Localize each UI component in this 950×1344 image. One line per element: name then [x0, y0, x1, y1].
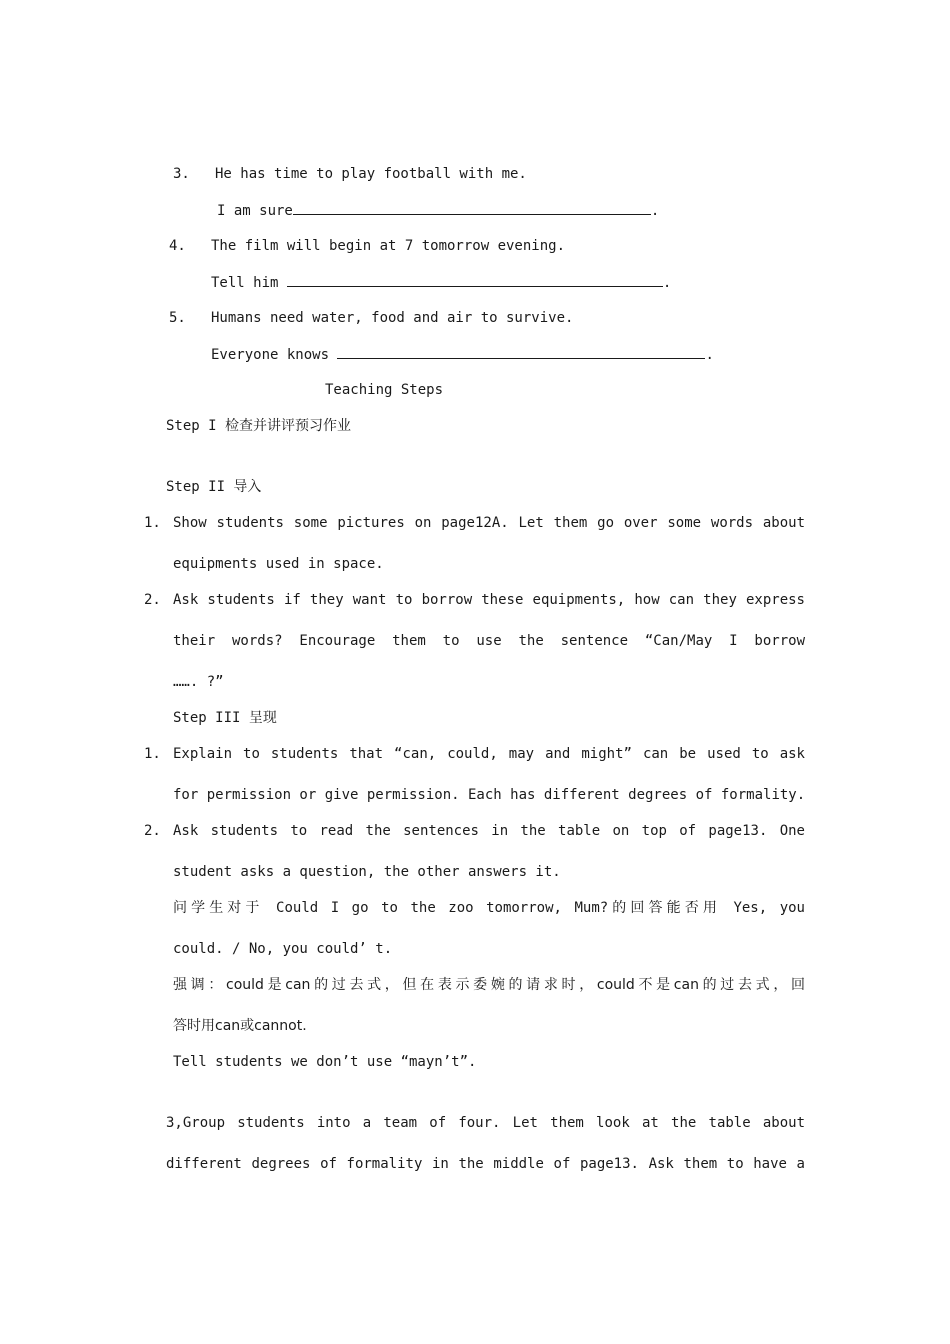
- group-activity-line-1: 3,Group students into a team of four. Let them look at the table about: [166, 1115, 805, 1131]
- step-3-item-2-line-2: student asks a question, the other answers it.: [173, 864, 561, 880]
- exercise-4-blank[interactable]: [287, 273, 663, 287]
- step-2-heading: Step II 导入: [166, 479, 262, 495]
- exercise-4-answer-line: [211, 273, 671, 292]
- emphasis-line-1: 强调：could是can的过去式，但在表示委婉的请求时，could不是can的过去式，回: [173, 977, 805, 993]
- exercise-4-prompt: Tell him: [211, 275, 279, 291]
- step-2-item-2-line-3: ……. ?”: [173, 674, 224, 690]
- exercise-3-number: 3.: [173, 166, 190, 182]
- step-3-item-2-number: 2.: [144, 823, 161, 839]
- exercise-3-answer-line: [217, 201, 659, 220]
- step-2-item-2-line-1: Ask students if they want to borrow these equipments, how can they express: [173, 592, 805, 608]
- step-3-item-1-line-2: for permission or give permission. Each has different degrees of formality.: [173, 787, 806, 803]
- step-2-item-2-line-2: their words? Encourage them to use the sentence “Can/May I borrow: [173, 633, 805, 649]
- step-2-item-1-line-1: Show students some pictures on page12A. Let them go over some words about: [173, 515, 805, 531]
- step-2-item-2-number: 2.: [144, 592, 161, 608]
- group-activity-line-2: different degrees of formality in the middle of page13. Ask them to have a: [166, 1156, 805, 1172]
- exercise-3-blank[interactable]: [293, 201, 651, 215]
- exercise-5-blank[interactable]: [337, 345, 705, 359]
- exercise-4-sentence: The film will begin at 7 tomorrow evening.: [211, 238, 566, 254]
- exercise-5-answer-line: [211, 345, 714, 364]
- exercise-4-period: .: [662, 275, 672, 291]
- step-3-heading: Step III 呈现: [173, 710, 277, 726]
- step-1-heading: Step I 检查并讲评预习作业: [166, 418, 352, 434]
- step-2-item-1-line-2: equipments used in space.: [173, 556, 384, 572]
- chinese-question-line-2: could. / No, you could’ t.: [173, 941, 393, 957]
- step-2-item-1-number: 1.: [144, 515, 161, 531]
- exercise-5-period: .: [705, 347, 714, 363]
- exercise-3-sentence: He has time to play football with me.: [215, 166, 527, 182]
- tell-students-line: Tell students we don’t use “mayn’t”.: [173, 1054, 477, 1070]
- exercise-3-period: .: [650, 203, 660, 219]
- exercise-3-prompt: I am sure: [217, 203, 293, 219]
- step-3-item-1-line-1: Explain to students that “can, could, may and might” can be used to ask: [173, 746, 805, 762]
- exercise-5-prompt: Everyone knows: [211, 347, 330, 363]
- exercise-5-number: 5.: [169, 310, 186, 326]
- emphasis-line-2: 答时用can或cannot.: [173, 1018, 307, 1034]
- teaching-steps-title: Teaching Steps: [325, 382, 444, 398]
- step-3-item-2-line-1: Ask students to read the sentences in the table on top of page13. One: [173, 823, 805, 839]
- exercise-5-sentence: Humans need water, food and air to survive.: [211, 310, 574, 326]
- chinese-question-line-1: 问学生对于 Could I go to the zoo tomorrow, Mum?的回答能否用 Yes, you: [173, 900, 805, 916]
- exercise-4-number: 4.: [169, 238, 186, 254]
- step-3-item-1-number: 1.: [144, 746, 161, 762]
